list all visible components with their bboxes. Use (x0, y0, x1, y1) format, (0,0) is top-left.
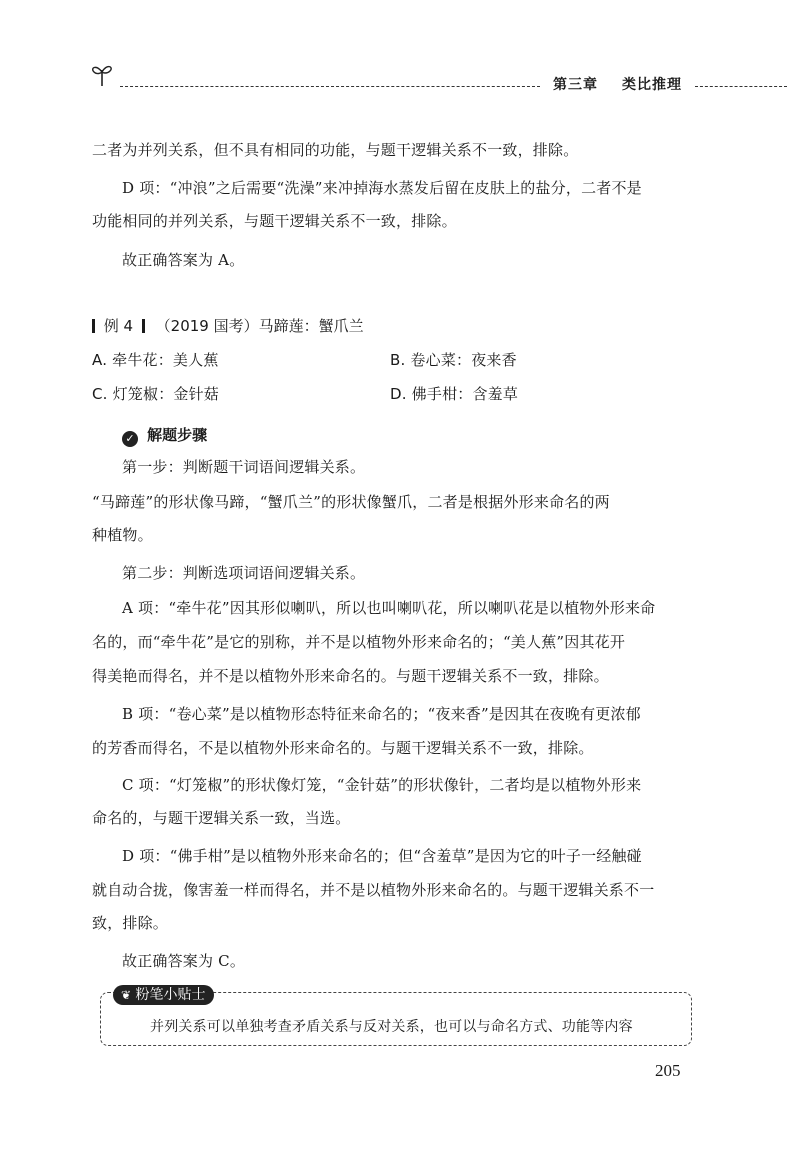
paragraph: 就自动合拢，像害羞一样而得名，并不是以植物外形来命名的。与题干逻辑关系不一 (92, 881, 655, 899)
paragraph: C 项：“灯笼椒”的形状像灯笼，“金针菇”的形状像针，二者均是以植物外形来 (122, 776, 642, 794)
page-number: 205 (655, 1061, 681, 1080)
bracket-mark (142, 319, 145, 333)
example-heading (92, 318, 364, 335)
tip-text: 并列关系可以单独考查矛盾关系与反对关系，也可以与命名方式、功能等内容 (150, 1019, 633, 1035)
paragraph: 功能相同的并列关系，与题干逻辑关系不一致，排除。 (92, 212, 457, 230)
sprout-icon: ❦ (121, 988, 132, 1002)
answer-line: 故正确答案为 A。 (122, 251, 245, 269)
answer-line: 故正确答案为 C。 (122, 952, 246, 970)
paragraph: 命名的，与题干逻辑关系一致，当选。 (92, 809, 351, 827)
solution-title: 解题步骤 (147, 426, 208, 444)
paragraph: 第二步：判断选项词语间逻辑关系。 (122, 564, 366, 582)
paragraph: 致，排除。 (92, 914, 169, 932)
option-c: C. 灯笼椒：金针菇 (92, 385, 220, 403)
paragraph: 得美艳而得名，并不是以植物外形来命名的。与题干逻辑关系不一致，排除。 (92, 667, 609, 685)
header-section: 类比推理 (622, 77, 682, 93)
header-chapter: 第三章 (553, 77, 598, 93)
paragraph: 种植物。 (92, 526, 153, 544)
paragraph: B 项：“卷心菜”是以植物形态特征来命名的；“夜来香”是因其在夜晚有更浓郁 (122, 705, 641, 723)
sprout-logo-icon (88, 60, 116, 88)
paragraph: 名的，而“牵牛花”是它的别称，并不是以植物外形来命名的；“美人蕉”因其花开 (92, 633, 626, 651)
option-a: A. 牵牛花：美人蕉 (92, 351, 219, 369)
paragraph: A 项：“牵牛花”因其形似喇叭，所以也叫喇叭花，所以喇叭花是以植物外形来命 (122, 599, 656, 617)
solution-heading (122, 424, 207, 447)
check-icon: ✓ (122, 431, 138, 447)
header-rule-right (695, 86, 787, 87)
paragraph: “马蹄莲”的形状像马蹄，“蟹爪兰”的形状像蟹爪，二者是根据外形来命名的两 (92, 493, 610, 511)
example-label: 例 4 (103, 317, 134, 335)
bracket-mark (92, 319, 95, 333)
example-source: （2019 国考）马蹄莲：蟹爪兰 (155, 317, 364, 335)
paragraph: 的芳香而得名，不是以植物外形来命名的。与题干逻辑关系不一致，排除。 (92, 739, 594, 757)
option-d: D. 佛手柑：含羞草 (390, 385, 519, 403)
tip-label-text: 粉笔小贴士 (135, 987, 206, 1003)
option-b: B. 卷心菜：夜来香 (390, 351, 517, 369)
header-rule-left (120, 86, 540, 87)
tip-label (113, 985, 214, 1005)
paragraph: 二者为并列关系，但不具有相同的功能，与题干逻辑关系不一致，排除。 (92, 141, 579, 159)
paragraph: D 项：“冲浪”之后需要“洗澡”来冲掉海水蒸发后留在皮肤上的盐分，二者不是 (122, 179, 642, 197)
paragraph: D 项：“佛手柑”是以植物外形来命名的；但“含羞草”是因为它的叶子一经触碰 (122, 847, 642, 865)
paragraph: 第一步：判断题干词语间逻辑关系。 (122, 458, 366, 476)
